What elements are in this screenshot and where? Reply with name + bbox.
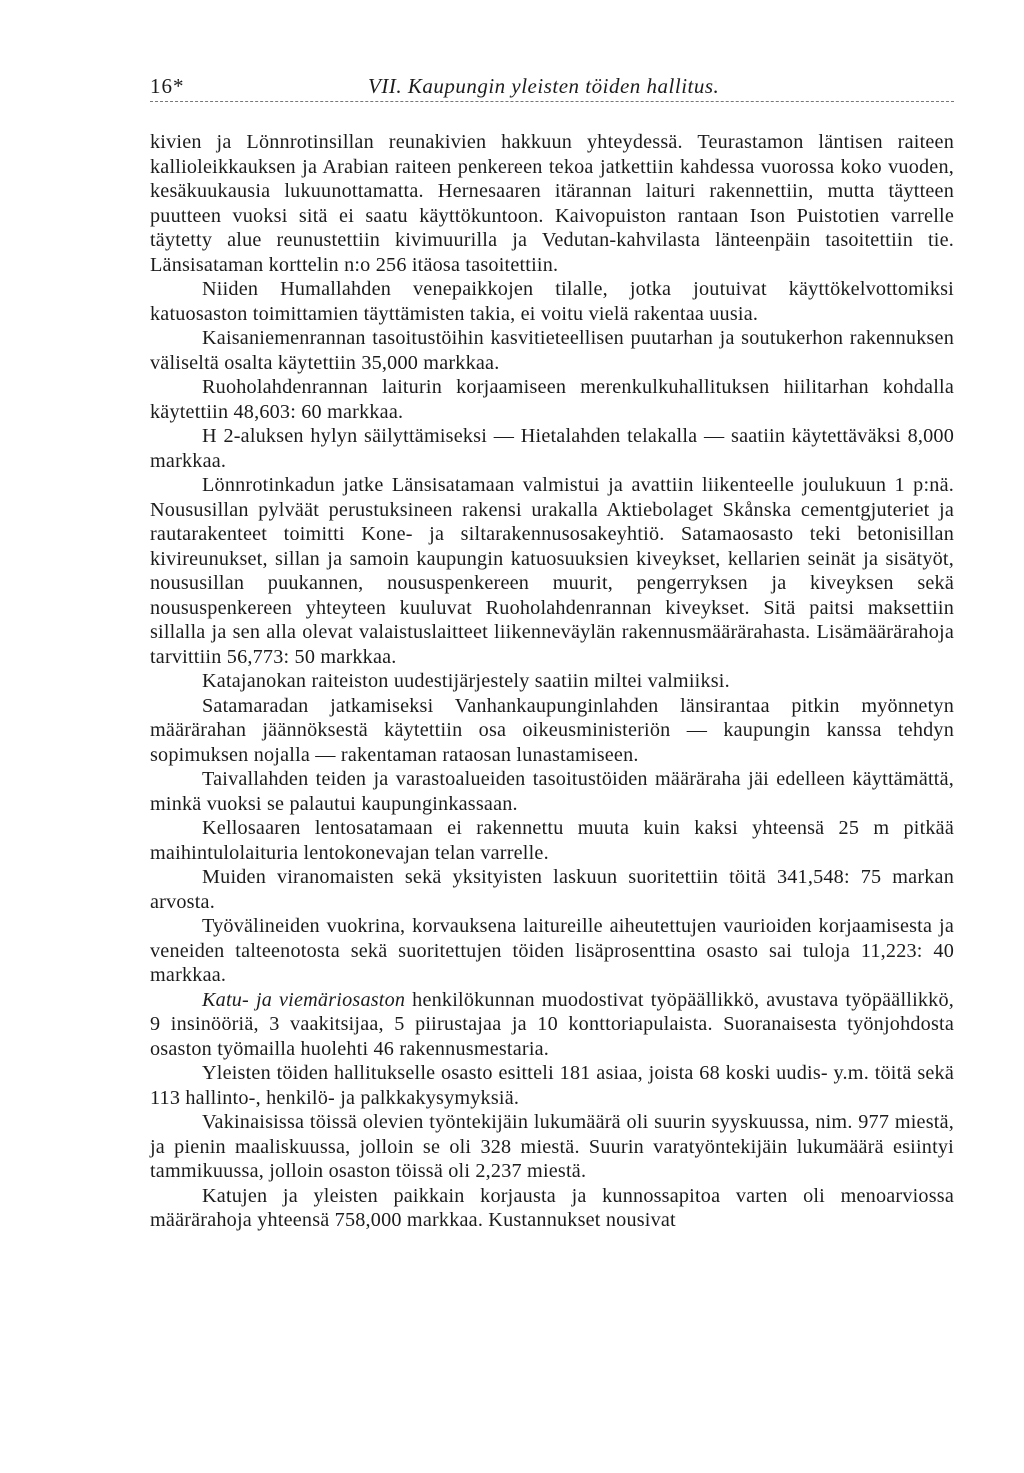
running-title: VII. Kaupungin yleisten töiden hallitus. [368, 74, 720, 98]
paragraph: Katajanokan raiteiston uudestijärjestely saatiin miltei valmiiksi. [202, 670, 730, 692]
header-rule [150, 101, 954, 102]
paragraph: Työvälineiden vuokrina, korvauksena laitureille aiheutettujen vaurioiden korjaamisesta ja veneiden talteenotosta sekä suoritettujen töiden lisäprosenttina osasto sai tuloja 11,223: 40 markkaa. [150, 915, 954, 986]
body-text [150, 130, 954, 1233]
page-header [150, 68, 954, 100]
section-name: Katu- ja viemäriosaston [202, 988, 406, 1011]
paragraph: Katu- ja viemäriosaston henkilökunnan muodostivat työpäällikkö, avustava työpäällikkö, 9 insinööriä, 3 vaakitsijaa, 5 piirustajaa ja 10 konttoriapulaista. Suoranaisesta työnjohdosta osaston työmailla huolehti 46 rakennusmestaria. [150, 988, 955, 1060]
paragraph: Vakinaisissa töissä olevien työntekijäin lukumäärä oli suurin syyskuussa, nim. 977 miestä, ja pienin maaliskuussa, jolloin se oli 328 miestä. Suurin varatyöntekijäin lukumäärä esiintyi tammikuussa, jolloin osaston töissä oli 2,237 miestä. [150, 1111, 954, 1182]
paragraph: Yleisten töiden hallitukselle osasto esitteli 181 asiaa, joista 68 koski uudis- y.m. töitä sekä 113 hallinto-, henkilö- ja palkkakysymyksiä. [150, 1062, 954, 1109]
paragraph: H 2-aluksen hylyn säilyttämiseksi — Hietalahden telakalla — saatiin käytettäväksi 8,000 markkaa. [150, 425, 954, 472]
paragraph: Katujen ja yleisten paikkain korjausta ja kunnossapitoa varten oli menoarviossa määrärahoja yhteensä 758,000 markkaa. Kustannukset nousivat [150, 1184, 954, 1231]
paragraph: Ruoholahdenrannan laiturin korjaamiseen merenkulkuhallituksen hiilitarhan kohdalla käytettiin 48,603: 60 markkaa. [150, 376, 954, 423]
paragraph: Satamaradan jatkamiseksi Vanhankaupunginlahden länsirantaa pitkin myönnetyn määrärahan jäännöksestä käytettiin osa oikeusministeriön — kaupungin kanssa tehdyn sopimuksen nojalla — rakentaman rataosan lunastamiseen. [150, 694, 954, 766]
paragraph: kivien ja Lönnrotinsillan reunakivien hakkuun yhteydessä. Teurastamon läntisen raiteen kallioleikkauksen ja Arabian raiteen penkereen tekoa jatkettiin kahdessa vuorossa koko vuoden, kesäkuukausia lukuunottamatta. Hernesaaren itärannan laituri rakennettiin, mutta täytteen puutteen vuoksi sitä ei saatu käyttökuntoon. Kaivopuiston rantaan Ison Puistotien varrelle täytetty alue reunustettiin kivimuurilla ja Vedutan-kahvilasta länteenpäin tasoitettiin tie. Länsisataman korttelin n:o 256 itäosa tasoitettiin. [150, 131, 954, 276]
paragraph: Kellosaaren lentosatamaan ei rakennettu muuta kuin kaksi yhteensä 25 m pitkää maihintulolaituria lentokonevajan telan varrelle. [150, 817, 954, 864]
paragraph: Taivallahden teiden ja varastoalueiden tasoitustöiden määräraha jäi edelleen käyttämättä, minkä vuoksi se palautui kaupunginkassaan. [150, 768, 954, 815]
paragraph: Muiden viranomaisten sekä yksityisten laskuun suoritettiin töitä 341,548: 75 markan arvosta. [150, 866, 954, 913]
paragraph: Kaisaniemenrannan tasoitustöihin kasvitieteellisen puutarhan ja soutukerhon rakennuksen väliseltä osalta käytettiin 35,000 markkaa. [150, 327, 954, 374]
paragraph: Lönnrotinkadun jatke Länsisatamaan valmistui ja avattiin liikenteelle joulukuun 1 p:nä. Noususillan pylväät perustuksineen rakensi urakalla Aktiebolaget Skånska cementgjuteriet ja rautarakenteet toimitti Kone- ja siltarakennusosakeyhtiö. Satamaosasto teki betonisillan kivireunukset, sillan ja samoin kaupungin katuosuuksien kiveykset, kellarien seinät ja sisätyöt, noususillan puukannen, noususpenkereen muurit, pengerryksen ja kiveyksen sekä noususpenkereen yhteyteen kuuluvat Ruoholahdenrannan kiveykset. Sitä paitsi maksettiin sillalla ja sen alla olevat valaistuslaitteet liikenneväylän rakennusmäärärahasta. Lisämäärärahoja tarvittiin 56,773: 50 markkaa. [150, 474, 954, 668]
page-number: 16* [150, 74, 185, 98]
paragraph: Niiden Humallahden venepaikkojen tilalle, jotka joutuivat käyttökelvottomiksi katuosaston toimittamien täyttämisten takia, ei voitu vielä rakentaa uusia. [150, 278, 954, 325]
